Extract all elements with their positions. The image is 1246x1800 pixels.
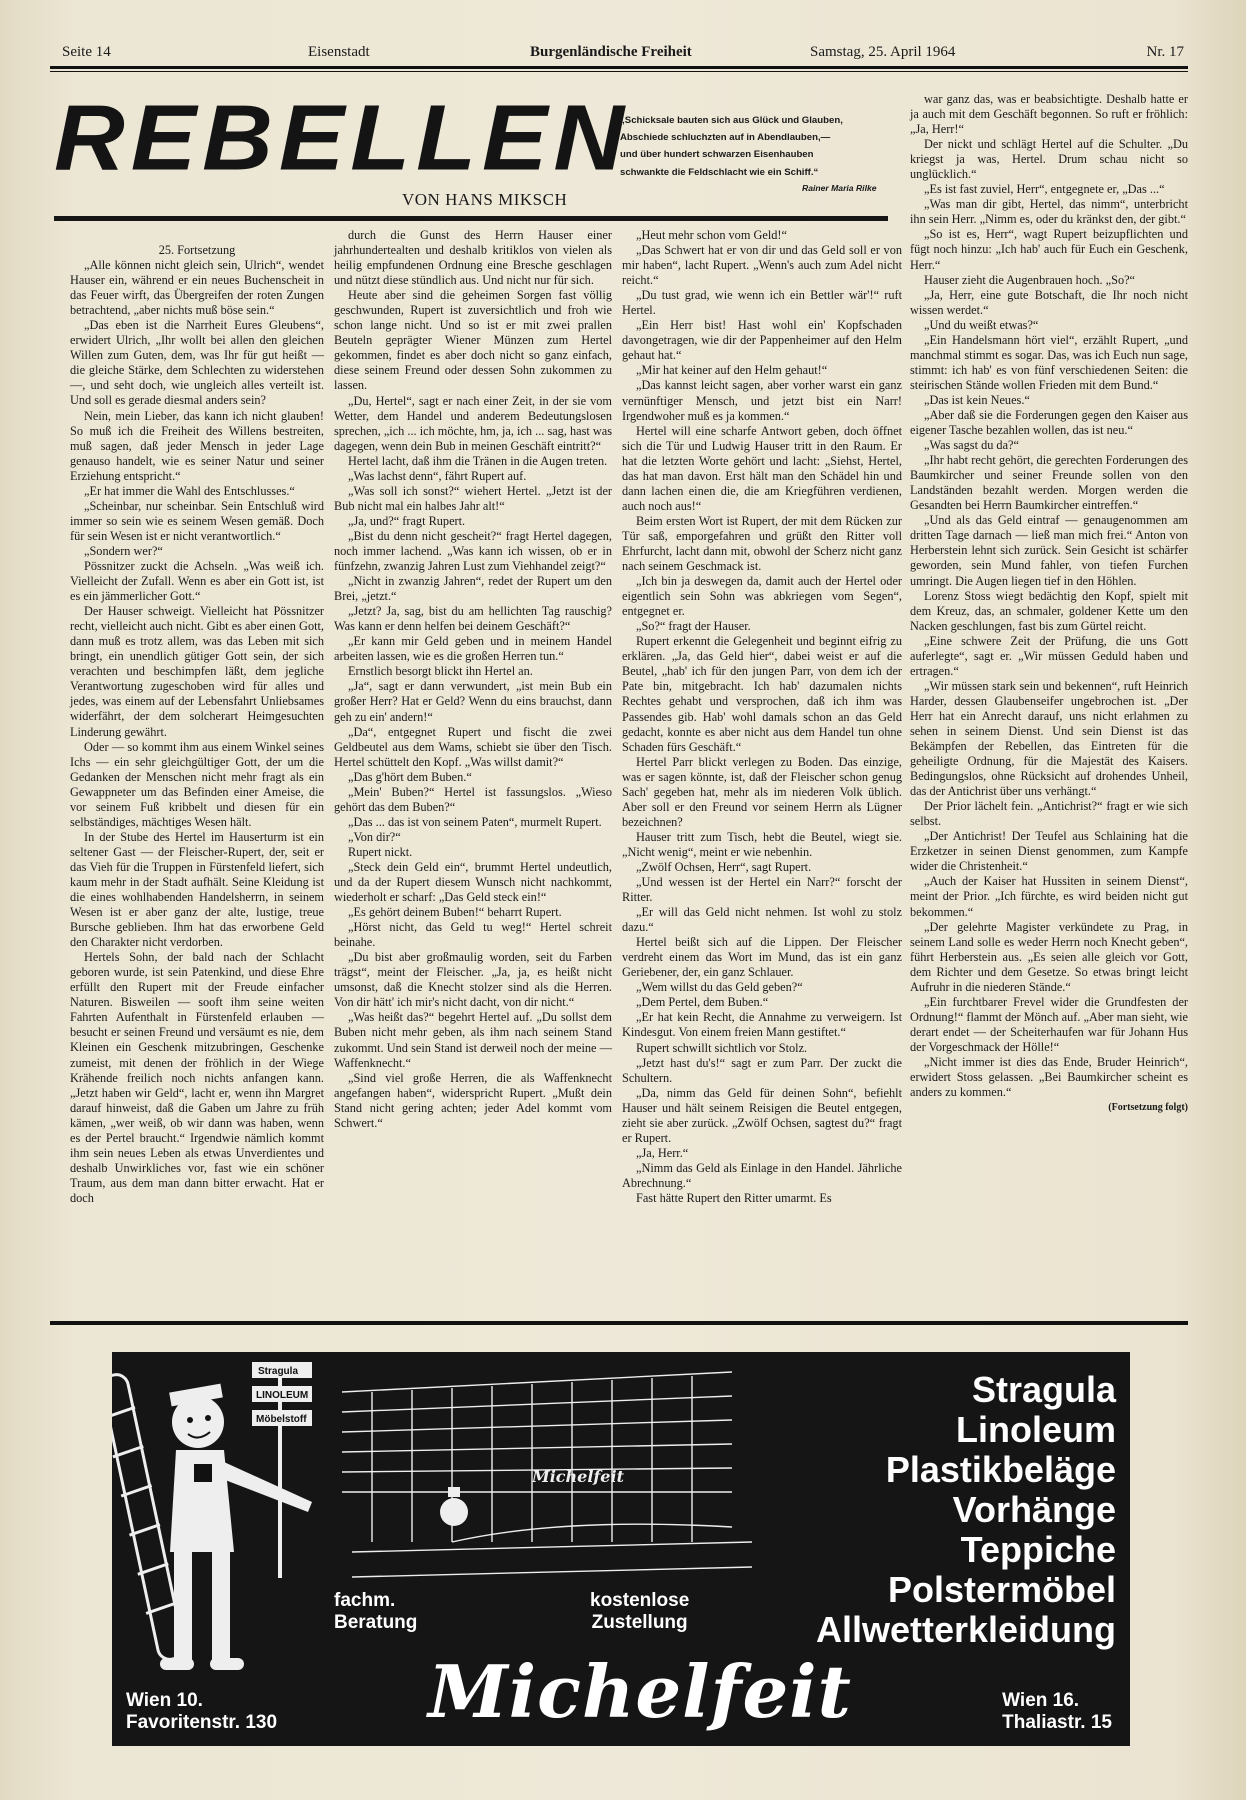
address-line: Wien 10.	[126, 1690, 203, 1711]
installment-label: 25. Fortsetzung	[158, 243, 236, 257]
product-item: Vorhänge	[952, 1489, 1116, 1530]
sign-label-linoleum: LINOLEUM	[256, 1390, 309, 1401]
story-paragraph: „Ja, und?“ fragt Rupert.	[348, 513, 466, 528]
story-paragraph: war ganz das, was er beabsichtigte. Deshalb hatte er ja auch mit dem Geschäft begonnen. So ruft er fröhlich: „Ja, Herr!“	[910, 92, 1188, 137]
story-paragraph: Fast hätte Rupert den Ritter umarmt. Es	[636, 1191, 832, 1205]
story-paragraph: Der nickt und schlägt Hertel auf die Schulter. „Du kriegst ja was, Hertel. Drum schau nicht so unglücklich.“	[910, 137, 1188, 182]
newspaper-name: Burgenländische Freiheit	[530, 44, 692, 60]
story-paragraph: „Er hat kein Recht, die Annahme zu verweigern. Ist Kindesgut. Von einem freien Mann gestiftet.“	[622, 1010, 902, 1040]
motto-line: und über hundert schwarzen Eisenhauben	[620, 149, 814, 161]
story-paragraph: „Er kann mir Geld geben und in meinem Handel arbeiten lassen, wie es die großen Herren tun.“	[334, 634, 612, 664]
story-paragraph: „Aber daß sie die Forderungen gegen den Kaiser aus eigener Tasche bezahlen wollen, das ist neu.“	[910, 407, 1188, 438]
story-paragraph: „Zwölf Ochsen, Herr“, sagt Rupert.	[636, 859, 812, 874]
story-paragraph: „Du, Hertel“, sagt er nach einer Zeit, in der sie vom Wetter, dem Handel und anderem Bedeutungslosen sprechen, „ich ... ich möchte, hm, ja, ich ... sag, hast was dagegen, wenn dein Bub in meinen Geschäft eintritt?“	[334, 393, 612, 453]
story-paragraph: Hauser zieht die Augenbrauen hoch. „So?“	[924, 272, 1136, 287]
story-paragraph: Hertel will eine scharfe Antwort geben, doch öffnet sich die Tür und Ludwig Hauser tritt in den Raum. Er hat die letzten Worte gehört und lacht: „Siehst, Hertel, das hat man davon. Erst hält man den Schädel hin und dann lachen einen die, die am Kriegführen verdienen, auch noch aus!“	[622, 423, 902, 513]
story-paragraph: „Hörst nicht, das Geld tu weg!“ Hertel schreit beinahe.	[334, 920, 612, 950]
story-paragraph: „Nicht immer ist dies das Ende, Bruder Heinrich“, erwidert Stoss gelassen. „Bei Baumkircher scheint es anders zu kommen.“	[910, 1055, 1188, 1100]
story-paragraph: Lorenz Stoss wiegt bedächtig den Kopf, spielt mit dem Kreuz, das, an schmaler, goldener Kette um den Nacken geschlungen, fast bis zum Gürtel reicht.	[910, 588, 1188, 633]
text-column-3	[622, 228, 902, 1206]
address-line: Thaliastr. 15	[1002, 1712, 1112, 1733]
story-paragraph: „Was soll ich sonst?“ wiehert Hertel. „Jetzt ist der Bub nicht mal ein halbes Jahr alt!“	[334, 483, 612, 513]
product-item: Allwetterkleidung	[815, 1609, 1116, 1650]
story-paragraph: „So?“ fragt der Hauser.	[636, 619, 751, 634]
story-paragraph: „Da“, entgegnet Rupert und fischt die zwei Geldbeutel aus dem Wams, schiebt sie über den Tisch. Hertel schüttelt den Kopf. „Was willst damit?“	[334, 724, 612, 769]
continued-note: (Fortsetzung folgt)	[1108, 1102, 1188, 1114]
issue-number: Nr. 17	[1146, 44, 1184, 60]
story-paragraph: „Es gehört deinem Buben!“ beharrt Rupert.	[348, 905, 562, 920]
header-rule	[50, 66, 1188, 72]
story-paragraph: „Das ... das ist von seinem Paten“, murmelt Rupert.	[348, 814, 602, 829]
story-paragraph: „Mir hat keiner auf den Helm gehaut!“	[636, 363, 828, 378]
story-paragraph: „Es ist fast zuviel, Herr“, entgegnete er, „Das ...“	[924, 182, 1165, 197]
story-author: VON HANS MIKSCH	[402, 190, 568, 209]
story-paragraph: „Du tust grad, wie wenn ich ein Bettler wär'!“ ruft Hertel.	[622, 288, 902, 318]
product-item: Polstermöbel	[887, 1569, 1116, 1610]
title-rule	[54, 216, 888, 221]
story-paragraph: „Du bist aber großmaulig worden, seit du Farben trägst“, meint der Fleischer. „Ja, ja, es heißt nicht umsonst, daß die Knecht stolzer sind als die Herren. Von dir hätt' ich mir's nicht dacht, von dir nicht.“	[334, 950, 612, 1010]
story-paragraph: „Mein' Buben?“ Hertel ist fassungslos. „Wieso gehört das dem Buben?“	[334, 784, 612, 814]
story-paragraph: durch die Gunst des Herrn Hauser einer jahrhundertealten und deshalb kritiklos von vielen als heilig empfundenen Ordnung eine Bresche geschlagen und nützt diese stündlich aus. Und nicht nur für sich.	[334, 228, 612, 288]
story-paragraph: „Der gelehrte Magister verkündete zu Prag, in seinem Land solle es weder Herrn noch Knecht geben“, führt Herberstein aus. „Es seien alle gleich vor Gott, dem Richter und dem Gesetze. So etwas bringt leicht Aufruhr in die niederen Stände.“	[910, 919, 1188, 994]
story-paragraph: „Ein Herr bist! Hast wohl ein' Kopfschaden davongetragen, wie dir der Pappenheimer auf den Helm gehaut hat.“	[622, 318, 902, 363]
story-paragraph: „Und als das Geld eintraf — genaugenommen am dritten Tage darnach — ließ man mich frei.“ Anton von Herberstein lehnt sich zurück. Sein Gesicht ist schärfer geworden, sein Mund fahler, von tiefen Furchen umringt. Die Augen liegen tief in den Höhlen.	[910, 513, 1188, 588]
service-advice-line: fachm.	[334, 1590, 396, 1611]
story-paragraph: Rupert erkennt die Gelegenheit und beginnt eifrig zu erklären. „Ja, das Geld hier“, dabei weist er auf die Beutel, „hab' ich für den jungen Parr, von dem ich der Pate bin, mitgebracht. Ich hab' dazumalen nichts Rechtes gehabt und versprochen, daß ich ihm was Passendes gib. Hab' wohl damals schon an das Geld gedacht, konnte es aber nicht aus dem Handel tun ohne Schaden fürs Geschäft.“	[622, 634, 902, 754]
story-paragraph: Der Hauser schweigt. Vielleicht hat Pössnitzer recht, vielleicht auch nicht. Gibt es aber einen Gott, dann muß es trotz allem, was das Leben mit sich bringt, ein unendlich gütiger Gott sein, der sich verachten und beschimpfen läßt, dem jegliche Verantwortung zugeschoben wird für alles und jedes, was einem auf der Lebensfahrt Unliebsames widerfährt, der dem solcherart Heimgesuchten Linderung gewährt.	[70, 604, 324, 739]
story-paragraph: „Bist du denn nicht gescheit?“ fragt Hertel dagegen, noch immer lachend. „Was kann ich wissen, ob er in fünfzehn, zwanzig Jahren Lust zum Viehhandel zeigt?“	[334, 528, 612, 574]
issue-date: Samstag, 25. April 1964	[810, 44, 956, 60]
advert-rule	[50, 1321, 1188, 1325]
service-delivery-line: Zustellung	[591, 1612, 688, 1633]
story-paragraph: „Wem willst du das Geld geben?“	[636, 980, 803, 995]
story-paragraph: Hertel lacht, daß ihm die Tränen in die Augen treten.	[348, 453, 608, 468]
story-paragraph: „Sind viel große Herren, die als Waffenknecht angefangen haben“, widerspricht Rupert. „Mußt dein Stand nicht gering achten; jeder Adel kommt vom Schwert.“	[334, 1070, 612, 1130]
story-paragraph: „Steck dein Geld ein“, brummt Hertel undeutlich, und da der Rupert diesem Wunsch nicht nachkommt, wiederholt er scharf: „Das Geld steck ein!“	[334, 859, 612, 905]
story-paragraph: In der Stube des Hertel im Hauserturm ist ein seltener Gast — der Fleischer-Rupert, der, seit er das Vieh für die Truppen in Fürstenfeld liefert, sich kaum mehr in der Stadt aufhält. Seine Kleidung ist die eines wohlhabenden Handelsherrn, in seinem Wesen ist er aber ganz der alte, lustige, treue Bursche geblieben. Ihm hat das erworbene Geld den Charakter nicht verdorben.	[70, 829, 324, 950]
story-paragraph: Hauser tritt zum Tisch, hebt die Beutel, wiegt sie. „Nicht wenig“, meint er wie nebenhin.	[622, 829, 902, 859]
story-paragraph: Pössnitzer zuckt die Achseln. „Was weiß ich. Vielleicht der Zufall. Wenn es aber ein Gott ist, ist es ein jämmerlicher Gott.“	[70, 558, 324, 604]
sign-label-moebelstoff: Möbelstoff	[256, 1414, 307, 1425]
service-advice-line: Beratung	[334, 1612, 418, 1633]
story-paragraph: Oder — so kommt ihm aus einem Winkel seines Ichs — ein sehr gleichgültiger Gott, der um die Gedanken der Menschen nicht mehr fragt als ein Gewappneter um das Befinden einer Ameise, die vor seinem Fuß kribbelt und diesen für ein selbständiges, mächtiges Wesen hält.	[70, 739, 324, 829]
story-paragraph: „Ja“, sagt er dann verwundert, „ist mein Bub ein großer Herr? Hat er Geld? Wenn du eins brauchst, dann geh zu ein' andern!“	[334, 679, 612, 724]
text-column-1	[70, 243, 324, 1206]
story-paragraph: „Das kannst leicht sagen, aber vorher warst ein ganz vernünftiger Mensch, und jetzt bist ein Narr! Irgendwoher muß es ja kommen.“	[622, 378, 902, 423]
story-paragraph: „Ein furchtbarer Frevel wider die Grundfesten der Ordnung!“ flammt der Mönch auf. „Aber man sieht, wie derart endet — der Scheiterhaufen war für Johann Hus der Vorgeschmack der Hölle!“	[910, 994, 1188, 1054]
story-paragraph: „Eine schwere Zeit der Prüfung, die uns Gott auferlegte“, sagt er. „Wir müssen Geduld haben und ertragen.“	[910, 633, 1188, 678]
story-paragraph: Heute aber sind die geheimen Sorgen fast völlig geschwunden, Rupert ist zuversichtlich und froh wie schon lange nicht. Und so ist er mit zwei prallen Beuteln geprägter Wiener Münzen zum Hertel gekommen, findet es aber doch nicht so ganz einfach, diese seinem Freund oder dessen Sohn zukommen zu lassen.	[334, 288, 612, 393]
story-paragraph: „Dem Pertel, dem Buben.“	[636, 995, 769, 1010]
service-delivery-line: kostenlose	[590, 1590, 690, 1611]
story-paragraph: Ernstlich besorgt blickt ihn Hertel an.	[348, 664, 533, 679]
story-paragraph: „Ihr habt recht gehört, die gerechten Forderungen des Baumkircher und seiner Freunde sollen von den Landständen bezahlt werden. Morgen werden die Gesandten bei Herrn Baumkircher eintreffen.“	[910, 453, 1188, 513]
advertisement	[112, 1352, 1130, 1746]
motto-line: Abschiede schluchzten auf in Abendlauben,—	[620, 132, 831, 144]
story-paragraph: „Heut mehr schon vom Geld!“	[636, 228, 787, 242]
story-paragraph: „Und wessen ist der Hertel ein Narr?“ forscht der Ritter.	[622, 875, 902, 905]
motto-source: Rainer Maria Rilke	[802, 183, 877, 193]
page-header	[58, 44, 1188, 64]
story-paragraph: „Der Antichrist! Der Teufel aus Schlaining hat die Erzketzer in seinen Dienst genommen, zum Kampfe wider die Christenheit.“	[910, 829, 1188, 874]
story-paragraph: „Was sagst du da?“	[924, 438, 1019, 453]
story-paragraph: „Ein Handelsmann hört viel“, erzählt Rupert, „und manchmal stimmt es sogar. Das, was ich Euch nun sage, stimmt: ich hab' es von fünf verschiedenen Seiten: die steirischen Stände wollen Frieden mit dem Bund.“	[910, 332, 1188, 392]
story-paragraph: „Ja, Herr, eine gute Botschaft, die Ihr noch nicht wissen werdet.“	[910, 287, 1188, 317]
header-city: Eisenstadt	[308, 44, 370, 60]
service-advice	[334, 1590, 417, 1634]
story-paragraph: „Er hat immer die Wahl des Entschlusses.“	[84, 483, 295, 498]
story-paragraph: „Sondern wer?“	[84, 543, 163, 558]
story-paragraph: „Was heißt das?“ begehrt Hertel auf. „Du sollst dem Buben nicht mehr geben, als ihm nach seinem Stand zukommt. Und sein Stand ist derweil noch der meine — Waffenknecht.“	[334, 1010, 612, 1070]
story-paragraph: „Das Schwert hat er von dir und das Geld soll er von mir haben“, lacht Rupert. „Wenn's auch zum Adel nicht reicht.“	[622, 243, 902, 288]
brand-logo: Michelfeit	[428, 1649, 852, 1734]
product-item: Plastikbeläge	[885, 1449, 1116, 1490]
story-paragraph: „Er will das Geld nicht nehmen. Ist wohl zu stolz dazu.“	[622, 905, 902, 935]
product-item: Stragula	[971, 1369, 1116, 1410]
page-number: Seite 14	[62, 44, 111, 60]
story-paragraph: „Von dir?“	[348, 829, 401, 844]
story-paragraph: „Das g'hört dem Buben.“	[348, 769, 472, 784]
motto-line: schwankte die Feldschlacht wie ein Schiff.“	[620, 166, 819, 178]
story-paragraph: „Was lachst denn“, fährt Rupert auf.	[348, 468, 527, 483]
product-item: Teppiche	[960, 1529, 1116, 1570]
address-wien-16	[1002, 1690, 1112, 1734]
service-delivery	[590, 1590, 689, 1634]
story-paragraph: Hertels Sohn, der bald nach der Schlacht geboren wurde, ist sein Patenkind, und diese Ehre erfüllt den Rupert mit der Freude einfacher Naturen. Bisweilen — sooft ihm seine weiten Fahrten Aufenthalt in Fürstenfeld erlauben — besucht er seinen Freund und versäumt es nie, dem Kleinen ein Geschenk mitzubringen, Geschenke zumeist, mit denen der fröhlich in der Wiege Krähende freilich noch nichts anfangen kann. „Jetzt haben wir Geld“, lacht er, wenn ihn Margret darauf hinweist, daß die Gaben um Jahre zu früh kämen, „wer weiß, ob wir dann was haben, wenn es der Pertel braucht.“ Irgendwie nämlich kommt ihm sein neues Leben als etwas Unverdientes und deshalb Unwirkliches vor, fast wie ein schöner Traum, aus dem man dann bitter erwacht. Hat er doch	[70, 950, 324, 1205]
text-column-4	[910, 92, 1188, 1115]
address-line: Favoritenstr. 130	[126, 1712, 278, 1733]
address-line: Wien 16.	[1002, 1690, 1080, 1711]
text-column-2	[334, 228, 612, 1131]
story-paragraph: Rupert schwillt sichtlich vor Stolz.	[636, 1040, 808, 1055]
sign-label-stragula: Stragula	[258, 1366, 299, 1377]
story-paragraph: „Scheinbar, nur scheinbar. Sein Entschluß wird immer so sein wie es seinem Wesen gemäß. Doch für sein Wesen ist er nicht verantwortlich.“	[70, 498, 324, 543]
story-paragraph: Hertel beißt sich auf die Lippen. Der Fleischer verdreht einem das Wort im Mund, das ist ein ganz Geriebener, der, ein ganz Schlauer.	[622, 935, 902, 980]
story-paragraph: „Nimm das Geld als Einlage in den Handel. Jährliche Abrechnung.“	[622, 1160, 902, 1190]
story-paragraph: Hertel Parr blickt verlegen zu Boden. Das einzige, was er sagen könnte, ist, daß der Fleischer schon genug Sach' gegeben hat, mehr als im niederen Volk üblich. Aber soll er den Freund vor seinem Herrn als Lügner bezeichnen?	[622, 754, 902, 829]
motto-line: „Schicksale bauten sich aus Glück und Glauben,	[620, 115, 843, 126]
story-paragraph: Beim ersten Wort ist Rupert, der mit dem Rücken zur Tür saß, emporgefahren und grüßt den Ritter voll Ehrfurcht, lacht dann mit, obwohl der Scherz nicht ganz nach seinem Geschmack ist.	[622, 513, 902, 574]
story-paragraph: „So ist es, Herr“, wagt Rupert beizupflichten und fügt noch hinzu: „Ich hab' auch für Euch ein Geschenk, Herr.“	[910, 227, 1188, 272]
storefront-label: Michelfeit	[532, 1467, 624, 1486]
address-wien-10	[126, 1690, 277, 1734]
product-item: Linoleum	[956, 1409, 1116, 1450]
story-paragraph: „Jetzt hast du's!“ sagt er zum Parr. Der zuckt die Schultern.	[622, 1055, 902, 1085]
story-paragraph: Der Prior lächelt fein. „Antichrist?“ fragt er wie sich selbst.	[910, 799, 1188, 829]
story-paragraph: Rupert nickt.	[348, 844, 413, 859]
story-paragraph: „Ich bin ja deswegen da, damit auch der Hertel oder eigentlich sein Sohn was abkriegen vom Segen“, entgegnet er.	[622, 574, 902, 619]
story-paragraph: Nein, mein Lieber, das kann ich nicht glauben! So muß ich die Freiheit des Willens bestreiten, muß sagen, daß jeder Mensch in jeder Lage genauso handelt, wie es seiner Natur und seiner Erziehung entspricht.“	[70, 408, 324, 483]
story-paragraph: „Das ist kein Neues.“	[924, 392, 1030, 407]
story-paragraph: „Wir müssen stark sein und bekennen“, ruft Heinrich Harder, dessen Glaubenseifer ungebrochen ist. „Der Herr hat ein Anrecht darauf, uns nicht erlahmen zu sehen in seinem Dienst. Und sein Dienst ist das Bekämpfen der Rebellen, das Eintreten für die geheiligte Ordnung, für die Majestät des Kaisers. Bedingungslos, ohne Rücksicht auf drohendes Unheil, das der Antichrist über uns verhängt.“	[910, 678, 1188, 799]
motto	[620, 112, 892, 181]
story-paragraph: „Jetzt? Ja, sag, bist du am hellichten Tag rauschig? Was kann er denn helfen bei deinem Geschäft?“	[334, 604, 612, 634]
story-paragraph: „Auch der Kaiser hat Hussiten in seinem Dienst“, meint der Prior. „Ich fürchte, es wird beiden nicht gut bekommen.“	[910, 874, 1188, 919]
story-paragraph: „Ja, Herr.“	[636, 1145, 689, 1160]
product-list	[816, 1370, 1116, 1650]
story-paragraph: „Nicht in zwanzig Jahren“, redet der Rupert um den Brei, „jetzt.“	[334, 574, 612, 604]
story-paragraph: „Alle können nicht gleich sein, Ulrich“, wendet Hauser ein, während er ein neues Buchenscheit in das Feuer wirft, das Übergreifen der roten Zungen betrachtend, „aber nichts muß böse sein.“	[70, 258, 324, 318]
story-title: REBELLEN	[54, 84, 631, 190]
story-paragraph: „Was man dir gibt, Hertel, das nimm“, unterbricht ihn sein Herr. „Nimm es, oder du kränkst den, der gibt.“	[910, 197, 1188, 227]
story-paragraph: „Und du weißt etwas?“	[924, 317, 1039, 332]
story-paragraph: „Das eben ist die Narrheit Eures Gleubens“, erwidert Ulrich, „Ihr wollt bei allen den gleichen Willen zum Guten, dem, was Ihr für gut heißt — die gleiche Stärke, dem Schlechten zu widerstehen —, und seht doch, wie ungleich alles verteilt ist. Und soll es gerade diesmal anders sein?	[70, 318, 324, 408]
story-paragraph: „Da, nimm das Geld für deinen Sohn“, befiehlt Hauser und hält seinem Reisigen die Beutel entgegen, zieht sie aber zurück. „Zwölf Ochsen, sagtest du?“ fragt er Rupert.	[622, 1085, 902, 1145]
